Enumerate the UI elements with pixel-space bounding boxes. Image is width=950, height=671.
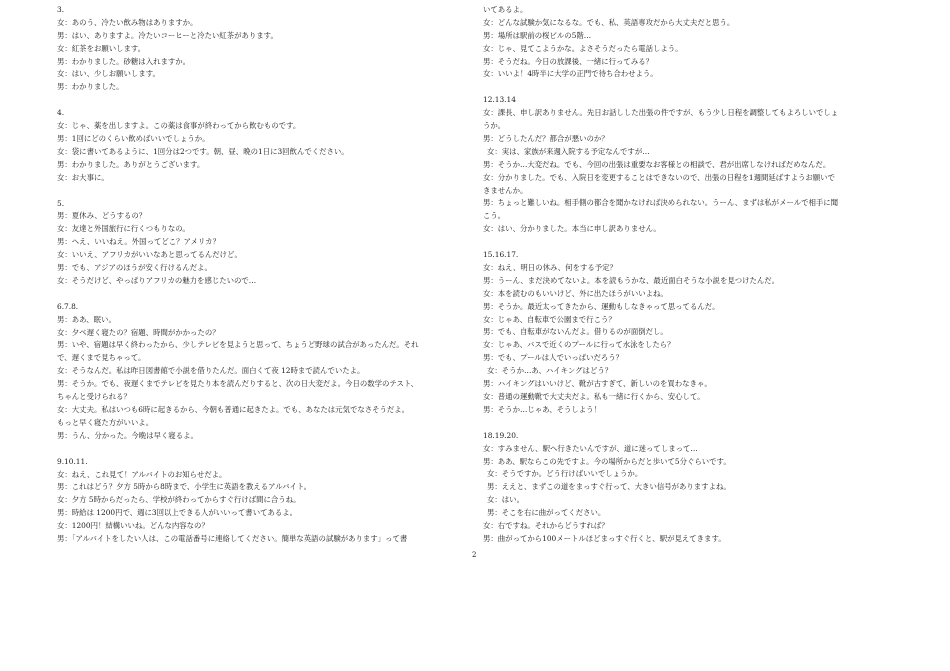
dialogue-line: きませんか。 xyxy=(483,185,528,195)
dialogue-line: 女：ねえ、これ見て！アルバイトのお知らせだよ。 xyxy=(57,469,227,479)
dialogue-line: 女：すみません、駅へ行きたいんですが、道に迷ってしまって… xyxy=(483,443,698,453)
dialogue-line: 男：ああ、駅ならこの先ですよ。今の場所からだと歩いて5分ぐらいです。 xyxy=(483,456,731,466)
dialogue-line: うか。 xyxy=(483,121,506,131)
dialogue-line: 男：「アルバイトをしたい人は、この電話番号に連絡してください。簡単な英語の試験があります」って書 xyxy=(57,533,408,543)
dialogue-line: 女：紅茶をお願いします。 xyxy=(57,43,146,53)
dialogue-line: 女：課長、申し訳ありません。先日お話しした出張の件ですが、もう少し日程を調整してもよろしいでしょ xyxy=(483,108,839,118)
dialogue-line: 男：そうか…じゃあ、そうしよう！ xyxy=(483,404,601,414)
dialogue-line: 女：右ですね。それからどうすれば？ xyxy=(483,520,609,530)
dialogue-line: 男：でも、プールは人でいっぱいだろう？ xyxy=(483,353,624,363)
left-column xyxy=(57,4,492,559)
dialogue-line: 男：ええと、まずこの道をまっすぐ行って、大きい信号がありますよね。 xyxy=(487,482,731,492)
dialogue-line: 女：じゃあ、自転車で公園まで行こう？ xyxy=(483,314,616,324)
dialogue-line: 男：ちょっと難しいね。相手側の都合を聞かなければ決められない。うーん、まずは私がメールで相手に聞 xyxy=(483,198,839,208)
dialogue-section xyxy=(57,4,492,94)
dialogue-line: 女：いいよ！4時半に大学の正門で待ち合わせよう。 xyxy=(483,69,658,79)
dialogue-line: 女：大丈夫。私はいつも6時に起きるから、今朝も普通に起きたよ。でも、あなたは元気でなさそうだよ。 xyxy=(57,404,410,414)
dialogue-line: 男：でも、アジアのほうが安く行けるんだよ。 xyxy=(57,263,212,273)
dialogue-line: 女：ねえ、明日の休み、何をする予定？ xyxy=(483,263,617,273)
dialogue-section xyxy=(57,198,492,288)
dialogue-line: 女：そうだけど、やっぱりアフリカの魅力を感じたいので… xyxy=(57,275,257,285)
dialogue-line: 男：うん、分かった。今晩は早く寝るよ。 xyxy=(57,430,198,440)
dialogue-line: 女：夕方 5時からだったら、学校が終わってからすぐ行けば間に合うね。 xyxy=(57,495,301,505)
dialogue-line: 女：分かりました。でも、入院日を変更することはできないので、出張の日程を1週間延ばすようお願いで xyxy=(483,172,835,182)
dialogue-line: 女：普通の運動靴で大丈夫だよ。私も一緒に行くから、安心して。 xyxy=(483,391,705,401)
dialogue-line: 女：どんな試験か気になるな。でも、私、英語専攻だから大丈夫だと思う。 xyxy=(483,17,735,27)
question-number: 9.10.11. xyxy=(57,456,88,466)
dialogue-line: 男：わかりました。ありがとうございます。 xyxy=(57,159,205,169)
question-number: 6.7.8. xyxy=(57,301,79,311)
dialogue-line: 女：はい、分かりました。本当に申し訳ありません。 xyxy=(483,224,661,234)
dialogue-line: 男：わかりました。 xyxy=(57,82,124,92)
dialogue-line: 男：どうしたんだ？都合が悪いのか？ xyxy=(483,134,609,144)
question-number: 12.13.14 xyxy=(483,95,516,105)
dialogue-line: 女：いいえ、アフリカがいいなあと思ってるんだけど。 xyxy=(57,250,242,260)
dialogue-line: 男：1回にどのくらい飲めばいいでしょうか。 xyxy=(57,134,210,144)
dialogue-line: 男：ああ、眠い。 xyxy=(57,314,116,324)
dialogue-line: 女：友達と外国旅行に行くつもりなの。 xyxy=(57,224,190,234)
dialogue-line: 女：そうなんだ。私は昨日図書館で小説を借りたんだ。面白くて夜 12時まで読んでいたよ。 xyxy=(57,366,365,376)
dialogue-section xyxy=(483,249,918,417)
dialogue-line: 男：そうか。最近太ってきたから、運動もしなきゃって思ってるんだ。 xyxy=(483,301,720,311)
dialogue-section xyxy=(483,430,918,546)
dialogue-line: 女：じゃあ、バスで近くのプールに行って水泳をしたら？ xyxy=(483,340,675,350)
dialogue-line: 男：そうか…大変だね。でも、今回の出張は重要なお客様との相談で、君が出席しなければだめなんだ。 xyxy=(483,159,831,169)
dialogue-line: 女：じゃ、薬を出しますよ。この薬は食事が終わってから飲むものです。 xyxy=(57,121,301,131)
right-column xyxy=(483,4,918,559)
dialogue-line: 女：実は、家族が来週入院する予定なんですが… xyxy=(487,146,650,156)
question-number: 15.16.17. xyxy=(483,250,519,260)
question-number: 3. xyxy=(57,5,65,14)
dialogue-line: 男：これはどう？夕方 5時から8時まで、小学生に英語を教えるアルバイト。 xyxy=(57,482,312,492)
dialogue-line: 男：そうか。でも、夜遅くまでテレビを見たり本を読んだりすると、次の日大変だよ。今日の数学のテスト、 xyxy=(57,379,419,389)
dialogue-line: で、遅くまで見ちゃって。 xyxy=(57,353,146,363)
question-number: 5. xyxy=(57,198,65,208)
dialogue-line: いてあるよ。 xyxy=(483,5,528,14)
dialogue-line: 男：でも、自転車がないんだよ。借りるのが面倒だし。 xyxy=(483,327,668,337)
dialogue-line: 男：はい、ありますよ。冷たいコーヒーと冷たい紅茶があります。 xyxy=(57,30,278,40)
question-number: 18.19.20. xyxy=(483,430,519,440)
page-number: 2 xyxy=(472,551,477,559)
dialogue-line: 男：時給は 1200円で、週に3回以上できる人がいいって書いてあるよ。 xyxy=(57,508,298,518)
dialogue-line: 女：はい、少しお願いします。 xyxy=(57,69,160,79)
dialogue-line: 女：本を読むのもいいけど、外に出たほうがいいよね。 xyxy=(483,288,668,298)
dialogue-line: 男：へえ、いいねえ。外国ってどこ？アメリカ？ xyxy=(57,237,220,247)
dialogue-line: ちゃんと受けられる？ xyxy=(57,392,131,402)
dialogue-line: 男：そこを右に曲がってください。 xyxy=(487,508,606,518)
dialogue-section xyxy=(57,456,492,546)
dialogue-line: 女：そうですか。どう行けばいいでしょうか。 xyxy=(487,469,643,479)
question-number: 4. xyxy=(57,108,65,118)
dialogue-line: 男：曲がってから100メートルほどまっすぐ行くと、駅が見えてきます。 xyxy=(483,533,726,543)
dialogue-line: 女：夕べ遅く寝たの？宿題、時間がかかったの？ xyxy=(57,327,220,337)
dialogue-line: 女：はい。 xyxy=(487,495,524,505)
dialogue-section xyxy=(57,107,492,184)
dialogue-section xyxy=(57,301,492,443)
dialogue-line: 女：そうか…あ、ハイキングはどう？ xyxy=(487,366,613,376)
dialogue-section xyxy=(483,94,918,236)
dialogue-line: 女：お大事に。 xyxy=(57,172,109,182)
dialogue-line: 女：じゃ、見てこようかな。よさそうだったら電話しよう。 xyxy=(483,43,683,53)
dialogue-line: 女：1200円！結構いいね。どんな内容なの？ xyxy=(57,521,209,531)
dialogue-line: 男：わかりました。砂糖は入れますか。 xyxy=(57,56,191,66)
dialogue-line: 男：そうだね。今日の放課後、一緒に行ってみる？ xyxy=(483,56,653,66)
dialogue-line: 男：うーん、まだ決めてないよ。本を読もうかな、最近面白そうな小説を見つけたんだ。 xyxy=(483,275,780,285)
dialogue-line: こう。 xyxy=(483,211,506,221)
dialogue-line: 女：あのう、冷たい飲み物はありますか。 xyxy=(57,17,198,27)
dialogue-line: 男：いや、宿題は早く終わったから、少しテレビを見ようと思って、ちょうど野球の試合があったんだ。それ xyxy=(57,340,419,350)
dialogue-line: 男：夏休み、どうするの？ xyxy=(57,211,147,221)
dialogue-line: 女：袋に書いてあるように、1回分は2つです。朝、昼、晩の1日に3回飲んでください。 xyxy=(57,146,349,156)
dialogue-line: 男：ハイキングはいいけど、靴が古すぎて、新しいのを買わなきゃ。 xyxy=(483,379,712,389)
dialogue-line: 男：場所は駅前の桜ビルの5階… xyxy=(483,30,592,40)
dialogue-line: もっと早く寝た方がいいよ。 xyxy=(57,417,154,427)
dialogue-section xyxy=(483,4,918,81)
